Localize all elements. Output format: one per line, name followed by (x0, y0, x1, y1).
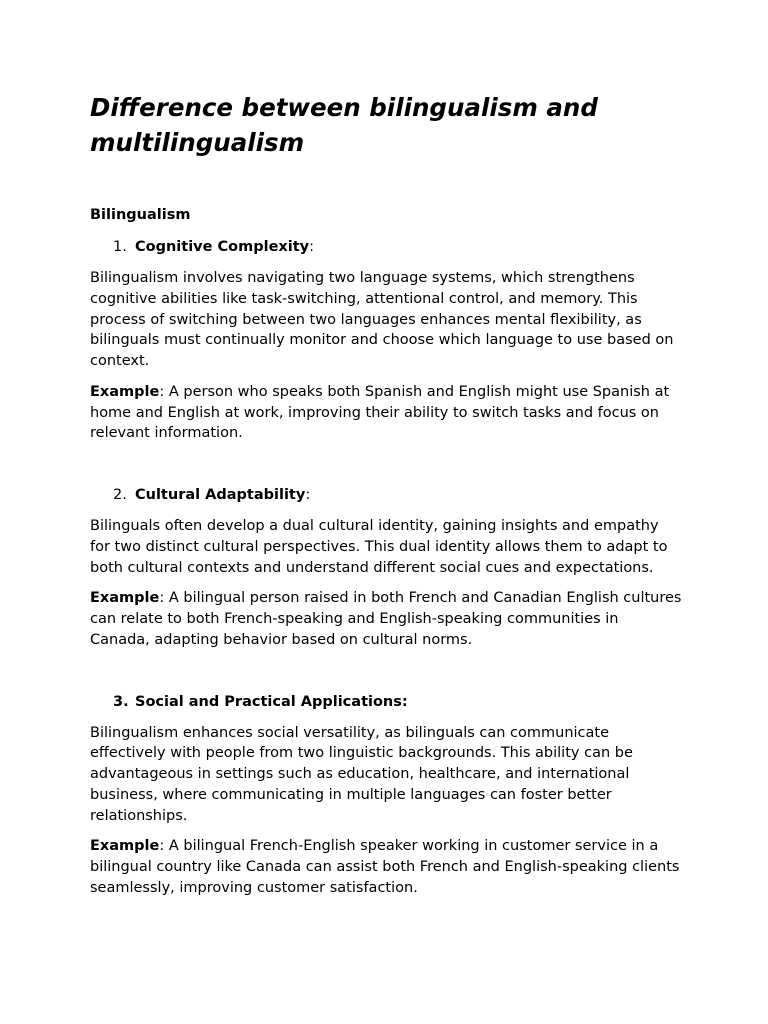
example-text: : A bilingual person raised in both French and Canadian English cultures can relate to both French-speaking and English-speaking communities in Canada, adapting behavior based on cultural norms. (90, 590, 682, 648)
list-item-title-suffix: : (309, 239, 315, 255)
list-item-title-suffix: : (305, 487, 311, 503)
document-title: Difference between bilingualism and multilingualism (90, 93, 598, 157)
list-item-heading (90, 692, 682, 713)
example-paragraph (90, 836, 682, 898)
document-page (90, 90, 682, 899)
example-label: Example (90, 838, 160, 855)
list-item-number: 3. (113, 693, 129, 710)
item-body-paragraph: Bilingualism involves navigating two language systems, which strengthens cognitive abilities like task-switching, attentional control, and memory. This process of switching between two languages enhances mental flexibility, as bilinguals must continually monitor and choose which language to use based on context. (90, 270, 674, 369)
section-heading: Bilingualism (90, 207, 191, 223)
example-paragraph (90, 382, 682, 444)
item-body-paragraph: Bilingualism enhances social versatility, as bilinguals can communicate effectively with people from two linguistic backgrounds. This ability can be advantageous in settings such as education, healthcare, and international business, where communicating in multiple languages can foster better relationships. (90, 724, 633, 824)
list-item-title-group (135, 237, 314, 258)
list-item-number: 1. (113, 239, 127, 255)
list-item-title: Cognitive Complexity (135, 239, 310, 255)
list-item-title: Social and Practical Applications: (135, 693, 408, 710)
item-body-paragraph: Bilinguals often develop a dual cultural identity, gaining insights and empathy for two distinct cultural perspectives. This dual identity allows them to adapt to both cultural contexts and understand different social cues and expectations. (90, 518, 668, 576)
example-text: : A person who speaks both Spanish and English might use Spanish at home and English at work, improving their ability to switch tasks and focus on relevant information. (90, 383, 670, 442)
list-item-title-group (135, 485, 310, 506)
example-label: Example (90, 590, 160, 607)
list-item-title: Cultural Adaptability (135, 487, 306, 503)
example-text: : A bilingual French-English speaker working in customer service in a bilingual country like Canada can assist both French and English-speaking clients seamlessly, improving customer satisfaction. (90, 838, 680, 896)
example-label: Example (90, 383, 160, 400)
example-paragraph (90, 588, 682, 650)
list-item-heading (90, 237, 682, 258)
list-item-number: 2. (113, 487, 127, 503)
list-item-heading (90, 485, 682, 506)
